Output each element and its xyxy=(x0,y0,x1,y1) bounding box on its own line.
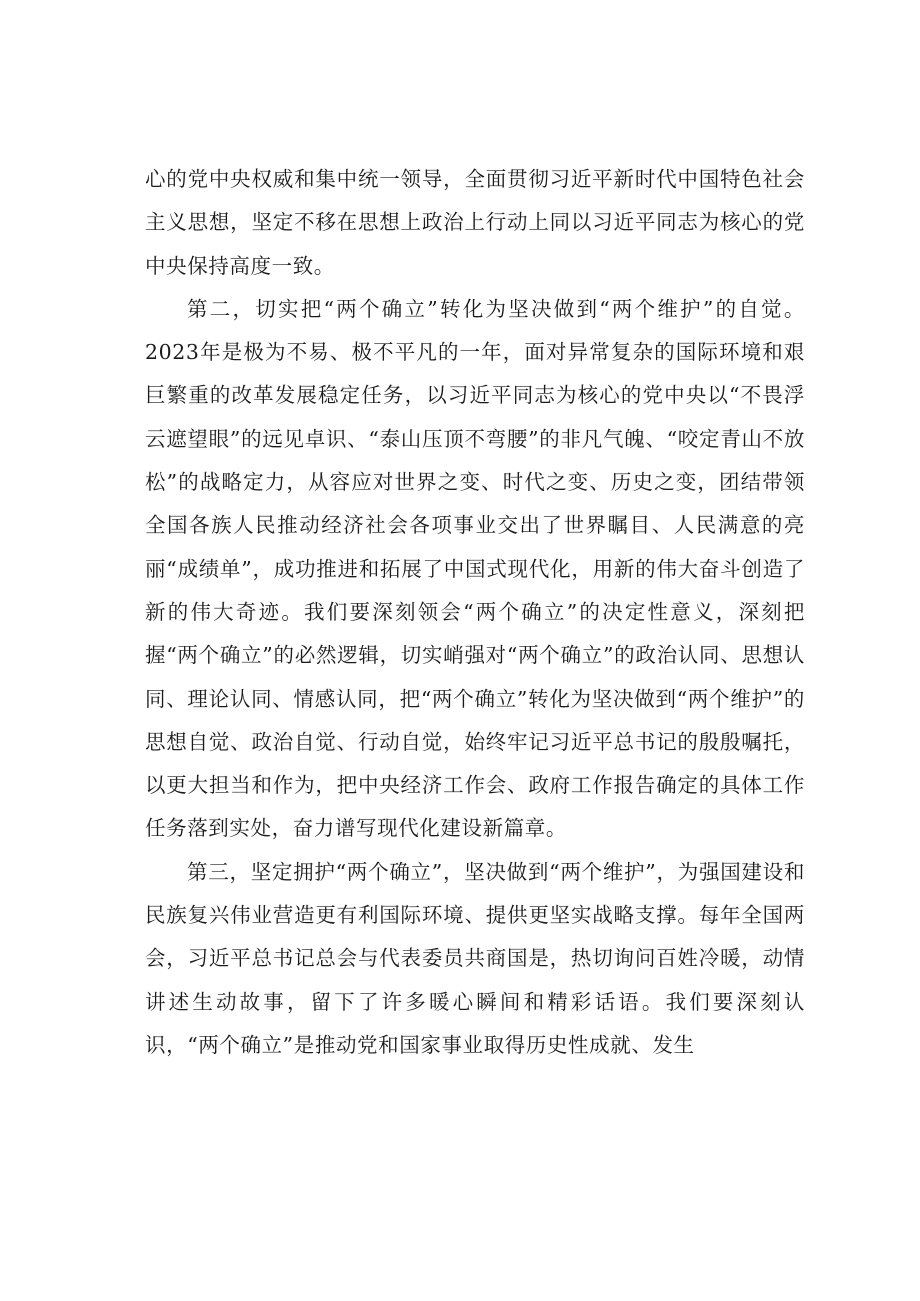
paragraph-second-point: 第二，切实把“两个确立”转化为坚决做到“两个维护”的自觉。2023年是极为不易、极不平凡的一年，面对异常复杂的国际环境和艰巨繁重的改革发展稳定任务，以习近平同志为核心的党中央以“不畏浮云遮望眼”的远见卓识、“泰山压顶不弯腰”的非凡气魄、“咬定青山不放松”的战略定力，从容应对世界之变、时代之变、历史之变，团结带领全国各族人民推动经济社会各项事业交出了世界瞩目、人民满意的亮丽“成绩单”，成功推进和拓展了中国式现代化，用新的伟大奋斗创造了新的伟大奇迹。我们要深刻领会“两个确立”的决定性意义，深刻把握“两个确立”的必然逻辑，切实峭强对“两个确立”的政治认同、思想认同、理论认同、情感认同，把“两个确立”转化为坚决做到“两个维护”的思想自觉、政治自觉、行动自觉，始终牢记习近平总书记的殷殷嘱托，以更大担当和作为，把中央经济工作会、政府工作报告确定的具体工作任务落到实处，奋力谱写现代化建设新篇章。 xyxy=(145,296,805,841)
paragraph-third-point: 第三，坚定拥护“两个确立”，坚决做到“两个维护”，为强国建设和民族复兴伟业营造更有利国际环境、提供更坚实战略支撑。每年全国两会，习近平总书记总会与代表委员共商国是，热切询问百姓冷暖，动情讲述生动故事，留下了许多暖心瞬间和精彩话语。我们要深刻认识，“两个确立”是推动党和国家事业取得历史性成就、发生 xyxy=(145,859,805,1057)
paragraph-continuation: 心的党中央权威和集中统一领导，全面贯彻习近平新时代中国特色社会主义思想，坚定不移在思想上政治上行动上同以习近平同志为核心的党中央保持高度一致。 xyxy=(145,167,805,278)
document-body xyxy=(145,158,805,1067)
